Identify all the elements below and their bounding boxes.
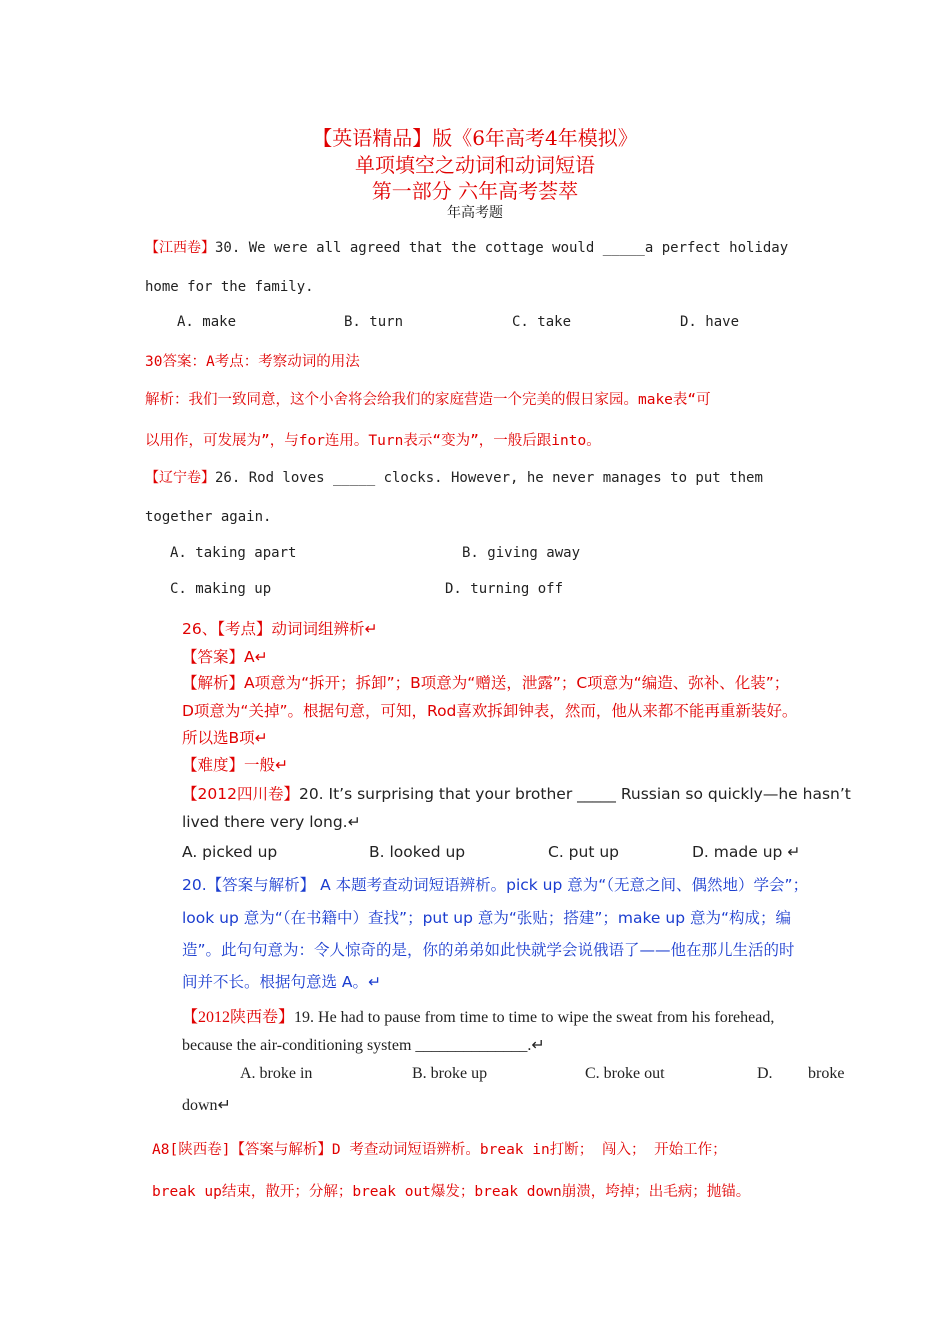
question-30-answer: 30答案：A考点：考察动词的用法 <box>145 354 360 370</box>
question-19-analysis-line-1: A8[陕西卷]【答案与解析】D 考查动词短语辨析。break in打断； 闯入； 开始工作； <box>152 1142 727 1158</box>
question-19-analysis-line-2: break up结束，散开；分解；break out爆发；break down崩溃，垮掉；出毛病；抛锚。 <box>152 1184 751 1200</box>
document-title-line-3: 第一部分 六年高考荟萃 <box>371 179 579 203</box>
question-19-line-2: because the air-conditioning system ______________.↵ <box>182 1037 545 1054</box>
question-20-option-b: B. looked up <box>369 843 466 861</box>
question-20-stem: 20. It’s surprising that your brother _____ Russian so quickly—he hasn’t <box>298 785 851 803</box>
question-26-line-1 <box>145 467 763 487</box>
question-19-option-d-letter: D. <box>757 1065 773 1082</box>
question-20-analysis-line-4: 间并不长。根据句意选 A。↵ <box>182 973 382 991</box>
question-30-analysis-line-2: 以用作，可发展为”，与for连用。Turn表示“变为”，一般后跟into。 <box>145 433 601 449</box>
question-26-option-d: D. turning off <box>445 581 564 597</box>
question-26-point: 26、【考点】动词词组辨析↵ <box>182 620 378 638</box>
question-26-option-b: B. giving away <box>462 545 581 561</box>
question-30-stem: 30. We were all agreed that the cottage would _____a perfect holiday <box>215 240 789 256</box>
question-30-option-a: A. make <box>177 314 237 330</box>
document-title-line-2: 单项填空之动词和动词短语 <box>355 153 595 177</box>
question-20-line-1 <box>182 782 851 804</box>
question-20-analysis-line-2: look up 意为“（在书籍中）查找”；put up 意为“张贴；搭建”；make up 意为“构成；编 <box>182 909 791 927</box>
question-30-option-c: C. take <box>512 314 572 330</box>
question-30-source-tag: 【江西卷】 <box>145 240 215 256</box>
question-30-analysis-line-1: 解析：我们一致同意，这个小舍将会给我们的家庭营造一个完美的假日家园。make表“可 <box>145 392 711 408</box>
question-26-stem: 26. Rod loves _____ clocks. However, he never manages to put them <box>215 470 763 486</box>
question-20-option-c: C. put up <box>548 843 620 861</box>
question-30-option-b: B. turn <box>344 314 404 330</box>
question-20-source-tag: 【2012四川卷】 <box>182 785 299 803</box>
question-19-option-d-word: broke <box>808 1065 845 1082</box>
question-19-option-a: A. broke in <box>240 1065 313 1082</box>
question-19-source-tag: 【2012陕西卷】 <box>182 1009 295 1026</box>
document-subtitle: 年高考题 <box>447 205 503 221</box>
question-30-line-1 <box>145 237 788 257</box>
question-19-option-c: C. broke out <box>585 1065 665 1082</box>
question-30-line-2: home for the family. <box>145 279 314 295</box>
question-20-option-a: A. picked up <box>182 843 278 861</box>
question-20-option-d: D. made up ↵ <box>692 843 801 861</box>
question-26-answer: 【答案】A↵ <box>182 648 268 666</box>
question-19-line-1 <box>182 1004 774 1027</box>
question-26-line-2: together again. <box>145 509 272 525</box>
question-30-option-d: D. have <box>680 314 740 330</box>
question-26-option-c: C. making up <box>170 581 272 597</box>
question-19-option-d-continued: down↵ <box>182 1097 231 1114</box>
question-20-analysis-line-1: 20.【答案与解析】 A 本题考查动词短语辨析。pick up 意为“（无意之间、偶然地）学会”； <box>182 876 809 894</box>
question-20-line-2: lived there very long.↵ <box>182 813 361 831</box>
document-title: 【英语精品】版《6年高考4年模拟》 <box>312 126 638 150</box>
question-26-analysis-line-2: D项意为“关掉”。根据句意，可知，Rod喜欢拆卸钟表，然而，他从来都不能再重新装好。 <box>182 702 798 720</box>
question-26-analysis-line-1: 【解析】A项意为“拆开；拆卸”；B项意为“赠送，泄露”；C项意为“编造、弥补、化装”； <box>182 674 790 692</box>
question-26-analysis-line-3: 所以选B项↵ <box>182 729 268 747</box>
question-26-source-tag: 【辽宁卷】 <box>145 470 215 486</box>
question-20-analysis-line-3: 造”。此句句意为：令人惊奇的是，你的弟弟如此快就学会说俄语了——他在那儿生活的时 <box>182 941 795 959</box>
question-19-option-b: B. broke up <box>412 1065 488 1082</box>
question-26-difficulty: 【难度】一般↵ <box>182 756 288 774</box>
question-19-stem: 19. He had to pause from time to time to wipe the sweat from his forehead, <box>294 1009 775 1026</box>
question-26-option-a: A. taking apart <box>170 545 297 561</box>
